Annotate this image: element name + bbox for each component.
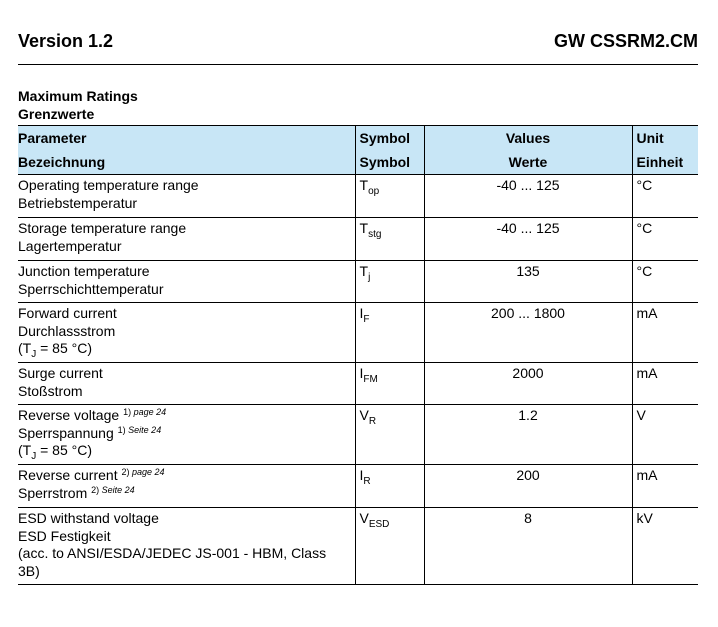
table-row	[18, 175, 698, 218]
unit-cell: V	[632, 405, 698, 465]
symbol-cell: $V_R$	[355, 405, 424, 465]
unit-cell: mA	[632, 363, 698, 405]
parameter-cell: Operating temperature range Betriebstemperatur	[18, 175, 355, 218]
table-row	[18, 303, 698, 363]
value-cell: 1.2	[424, 405, 632, 465]
value-cell: 200	[424, 465, 632, 508]
parameter-cell: Reverse current $^{2) page 24}$ Sperrstrom $^{2) Seite 24}$	[18, 465, 355, 508]
condition-text: ($T_J = 85$ °C)	[18, 340, 93, 360]
column-header-unit: Unit Einheit	[632, 126, 698, 175]
header-divider	[18, 64, 698, 65]
parameter-cell: Surge current Stoßstrom	[18, 363, 355, 405]
parameter-cell: Junction temperature Sperrschichttemperatur	[18, 261, 355, 303]
table-row	[18, 508, 698, 585]
footnote-ref[interactable]: 2) Seite 24	[91, 484, 135, 495]
footnote-ref[interactable]: 1) page 24	[123, 407, 167, 417]
footnote-ref[interactable]: 1) Seite 24	[117, 424, 162, 435]
section-title	[18, 87, 138, 123]
table-row	[18, 465, 698, 508]
column-header-parameter: Parameter Bezeichnung	[18, 126, 355, 175]
parameter-cell: Forward current Durchlassstrom ($T_J = 85$ °C)	[18, 303, 355, 363]
condition-text: ($T_J = 85$ °C)	[18, 442, 93, 462]
document-version: Version 1.2	[18, 31, 114, 51]
section-title-en: Maximum Ratings	[18, 88, 138, 104]
footnote-ref[interactable]: 2) page 24	[121, 467, 165, 477]
symbol-cell: $V_{ESD}$	[355, 508, 424, 585]
section-title-de: Grenzwerte	[18, 106, 95, 122]
unit-cell: °C	[632, 218, 698, 261]
table-row	[18, 218, 698, 261]
symbol-cell: $T_j$	[355, 261, 424, 303]
value-cell: -40 ... 125	[424, 175, 632, 218]
maximum-ratings-table	[18, 125, 698, 585]
parameter-cell: ESD withstand voltage ESD Festigkeit (acc. to ANSI/ESDA/JEDEC JS-001 - HBM, Class 3B)	[18, 508, 355, 585]
symbol-cell: $T_{stg}$	[355, 218, 424, 261]
product-name: GW CSSRM2.CM	[554, 31, 698, 51]
table-row	[18, 405, 698, 465]
table-header-row	[18, 126, 698, 175]
value-cell: 2000	[424, 363, 632, 405]
unit-cell: mA	[632, 465, 698, 508]
table-row	[18, 363, 698, 405]
parameter-cell: Reverse voltage $^{1) page 24}$ Sperrspannung $^{1) Seite 24}$ ($T_J = 85$ °C)	[18, 405, 355, 465]
unit-cell: kV	[632, 508, 698, 585]
value-cell: 8	[424, 508, 632, 585]
unit-cell: °C	[632, 175, 698, 218]
symbol-cell: $I_F$	[355, 303, 424, 363]
unit-cell: °C	[632, 261, 698, 303]
parameter-cell: Storage temperature range Lagertemperatur	[18, 218, 355, 261]
symbol-cell: $T_{op}$	[355, 175, 424, 218]
table-row	[18, 261, 698, 303]
symbol-cell: $I_{FM}$	[355, 363, 424, 405]
value-cell: 200 ... 1800	[424, 303, 632, 363]
column-header-values: Values Werte	[424, 126, 632, 175]
value-cell: -40 ... 125	[424, 218, 632, 261]
value-cell: 135	[424, 261, 632, 303]
unit-cell: mA	[632, 303, 698, 363]
column-header-symbol: Symbol Symbol	[355, 126, 424, 175]
symbol-cell: $I_R$	[355, 465, 424, 508]
standard-note: (acc. to ANSI/ESDA/JEDEC JS-001 - HBM, Class 3B)	[18, 545, 327, 579]
